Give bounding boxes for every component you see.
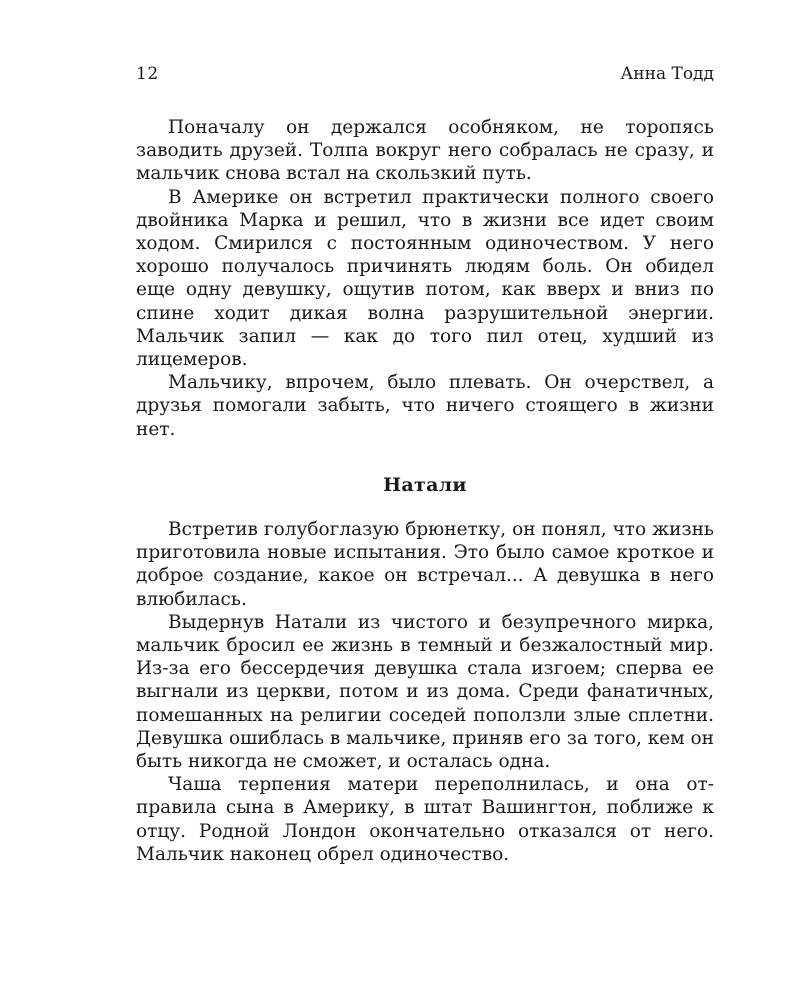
section-1-body <box>136 116 714 441</box>
paragraph: Мальчику, впрочем, было плевать. Он очерствел, а друзья помогали забыть, что ничего стоящего в жизни нет. <box>136 372 714 440</box>
section-2-body <box>136 518 714 866</box>
paragraph: В Америке он встретил практически полного своего двойника Марка и решил, что в жизни все идет своим ходом. Смирился с постоянным одиночеством. У него хорошо получалось причинять людям боль. Он обидел еще одну девушку, ощутив потом, как вверх и вниз по спине ходит дикая волна разрушительной энергии. Мальчик запил — как до того пил отец, худший из лицемеров. <box>136 186 714 371</box>
paragraph: Встретив голубоглазую брюнетку, он понял, что жизнь приготовила новые испытания. Это было самое кроткое и доброе создание, какое он встречал... А девушка в него влюбилась. <box>136 519 714 610</box>
paragraph: Поначалу он держался особняком, не торопясь заводить друзей. Толпа вокруг него собралась не сразу, и мальчик снова встал на скользкий путь. <box>136 117 714 185</box>
page-number: 12 <box>136 64 159 84</box>
paragraph: Выдернув Натали из чистого и безупречного мирка, мальчик бросил ее жизнь в темный и безжалостный мир. Из-за его бессердечия девушка стала изгоем; сперва ее выгнали из церкви, потом и из дома. Среди фанатичных, помешанных на религии соседей поползли злые сплетни. Девушка ошиблась в мальчике, приняв его за того, кем он быть никогда не сможет, и осталась одна. <box>136 611 714 773</box>
section-title: Натали <box>383 474 467 496</box>
running-header-author: Анна Тодд <box>620 64 714 84</box>
paragraph: Чаша терпения матери переполнилась, и она отправила сына в Америку, в штат Вашингтон, поближе к отцу. Родной Лондон окончательно отказался от него. Мальчик наконец обрел одиночество. <box>136 774 714 865</box>
